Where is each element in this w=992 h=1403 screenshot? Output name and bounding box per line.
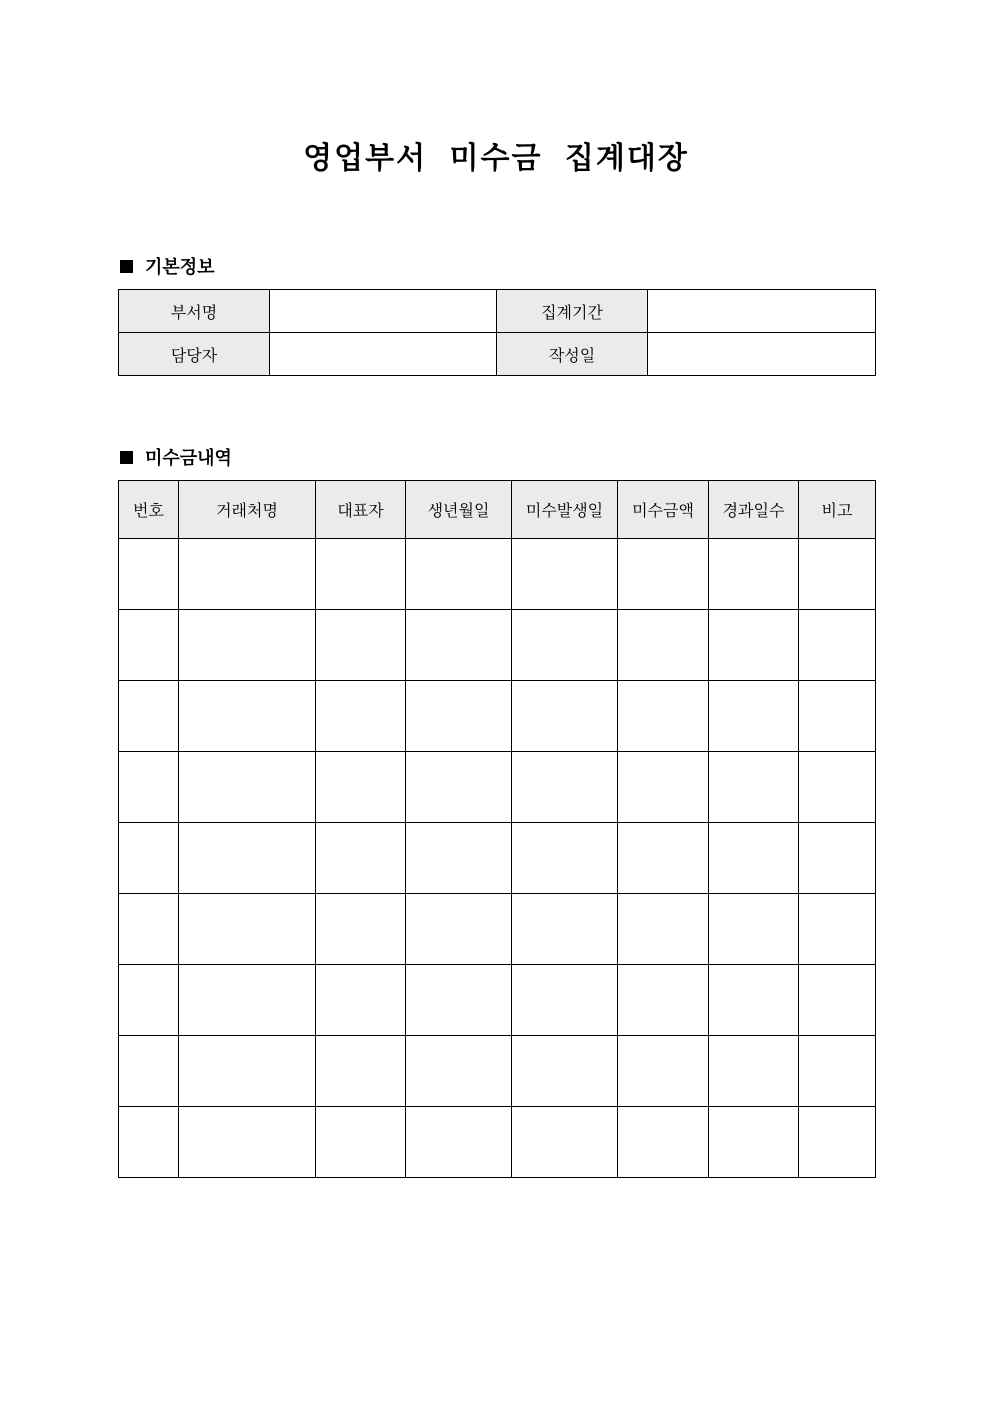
table-row [119,752,876,823]
client-cell[interactable] [179,965,316,1036]
occurrence-date-cell[interactable] [512,894,618,965]
receivables-heading [120,444,232,470]
elapsed-days-cell[interactable] [709,894,799,965]
date-written-field[interactable] [648,333,876,376]
birthdate-cell[interactable] [406,823,512,894]
elapsed-days-cell[interactable] [709,965,799,1036]
manager-label: 담당자 [119,333,270,376]
birthdate-cell[interactable] [406,1107,512,1178]
page-title: 영업부서 미수금 집계대장 [303,141,689,176]
birthdate-cell[interactable] [406,681,512,752]
birthdate-cell[interactable] [406,1036,512,1107]
basic-info-heading [120,253,215,279]
remarks-cell[interactable] [799,894,876,965]
table-row [119,823,876,894]
table-row [119,894,876,965]
number-cell[interactable] [119,965,179,1036]
remarks-cell[interactable] [799,610,876,681]
elapsed-days-cell[interactable] [709,1107,799,1178]
number-cell[interactable] [119,1107,179,1178]
representative-cell[interactable] [316,965,406,1036]
representative-cell[interactable] [316,610,406,681]
occurrence-date-cell[interactable] [512,823,618,894]
amount-cell[interactable] [618,965,709,1036]
info-row [119,333,876,376]
representative-cell[interactable] [316,823,406,894]
number-cell[interactable] [119,681,179,752]
table-row [119,539,876,610]
remarks-cell[interactable] [799,539,876,610]
amount-cell[interactable] [618,823,709,894]
basic-info-table [118,289,876,376]
table-row [119,610,876,681]
occurrence-date-cell[interactable] [512,1036,618,1107]
occurrence-date-cell[interactable] [512,965,618,1036]
basic-info-heading-text: 기본정보 [145,257,215,278]
amount-cell[interactable] [618,1107,709,1178]
info-row [119,290,876,333]
client-cell[interactable] [179,681,316,752]
occurrence-date-cell[interactable] [512,539,618,610]
number-cell[interactable] [119,610,179,681]
representative-cell[interactable] [316,681,406,752]
table-row [119,681,876,752]
birthdate-cell[interactable] [406,752,512,823]
client-cell[interactable] [179,894,316,965]
remarks-cell[interactable] [799,823,876,894]
representative-cell[interactable] [316,1107,406,1178]
elapsed-days-cell[interactable] [709,681,799,752]
elapsed-days-cell[interactable] [709,1036,799,1107]
number-cell[interactable] [119,539,179,610]
square-bullet-icon [120,451,133,464]
amount-cell[interactable] [618,1036,709,1107]
remarks-cell[interactable] [799,752,876,823]
representative-cell[interactable] [316,539,406,610]
amount-cell[interactable] [618,539,709,610]
amount-cell[interactable] [618,752,709,823]
period-label: 집계기간 [497,290,648,333]
client-cell[interactable] [179,610,316,681]
elapsed-days-cell[interactable] [709,752,799,823]
table-row [119,1036,876,1107]
receivables-table [118,480,876,1178]
birthdate-cell[interactable] [406,894,512,965]
representative-cell[interactable] [316,752,406,823]
representative-cell[interactable] [316,894,406,965]
representative-cell[interactable] [316,1036,406,1107]
period-field[interactable] [648,290,876,333]
column-header-client: 거래처명 [179,481,316,539]
table-header-row [119,481,876,539]
department-field[interactable] [270,290,497,333]
amount-cell[interactable] [618,610,709,681]
occurrence-date-cell[interactable] [512,1107,618,1178]
elapsed-days-cell[interactable] [709,823,799,894]
column-header-birthdate: 생년월일 [406,481,512,539]
column-header-representative: 대표자 [316,481,406,539]
column-header-occurrence-date: 미수발생일 [512,481,618,539]
occurrence-date-cell[interactable] [512,610,618,681]
remarks-cell[interactable] [799,965,876,1036]
manager-field[interactable] [270,333,497,376]
client-cell[interactable] [179,539,316,610]
table-row [119,1107,876,1178]
column-header-amount: 미수금액 [618,481,709,539]
date-written-label: 작성일 [497,333,648,376]
amount-cell[interactable] [618,894,709,965]
birthdate-cell[interactable] [406,610,512,681]
number-cell[interactable] [119,752,179,823]
column-header-remarks: 비고 [799,481,876,539]
department-label: 부서명 [119,290,270,333]
column-header-elapsed-days: 경과일수 [709,481,799,539]
elapsed-days-cell[interactable] [709,610,799,681]
client-cell[interactable] [179,1107,316,1178]
client-cell[interactable] [179,823,316,894]
number-cell[interactable] [119,1036,179,1107]
receivables-heading-text: 미수금내역 [145,448,232,469]
client-cell[interactable] [179,1036,316,1107]
birthdate-cell[interactable] [406,965,512,1036]
client-cell[interactable] [179,752,316,823]
number-cell[interactable] [119,894,179,965]
remarks-cell[interactable] [799,681,876,752]
occurrence-date-cell[interactable] [512,681,618,752]
birthdate-cell[interactable] [406,539,512,610]
square-bullet-icon [120,260,133,273]
amount-cell[interactable] [618,681,709,752]
elapsed-days-cell[interactable] [709,539,799,610]
remarks-cell[interactable] [799,1107,876,1178]
table-row [119,965,876,1036]
column-header-number: 번호 [119,481,179,539]
occurrence-date-cell[interactable] [512,752,618,823]
number-cell[interactable] [119,823,179,894]
remarks-cell[interactable] [799,1036,876,1107]
